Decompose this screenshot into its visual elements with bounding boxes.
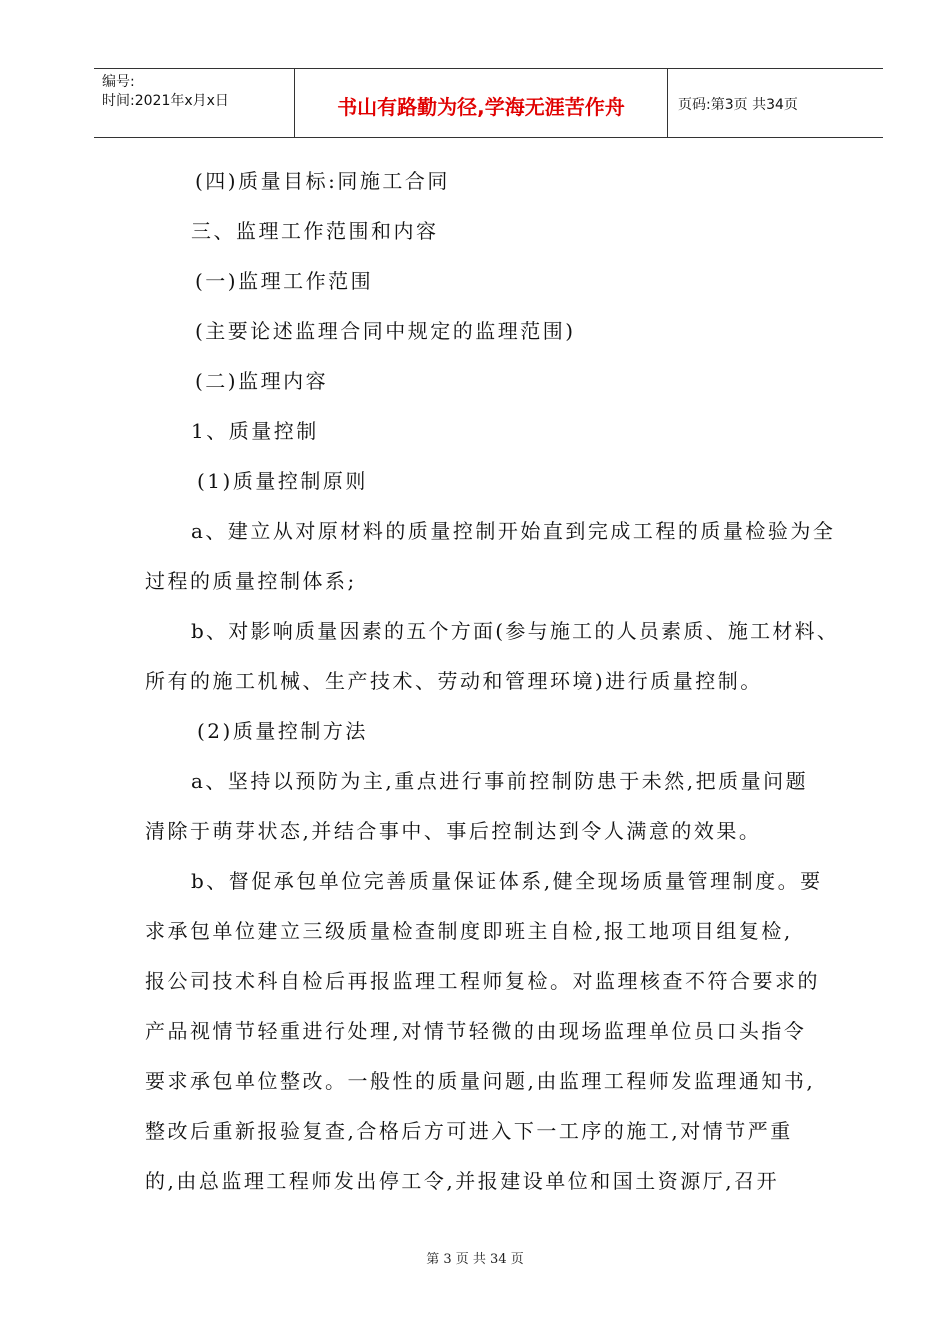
subsection-heading: (二)监理内容 bbox=[195, 369, 329, 393]
paragraph-line: 过程的质量控制体系; bbox=[145, 569, 357, 593]
paragraph-line: b、对影响质量因素的五个方面(参与施工的人员素质、施工材料、 bbox=[191, 619, 840, 643]
paragraph-line: 整改后重新报验复查,合格后方可进入下一工序的施工,对情节严重 bbox=[145, 1119, 793, 1143]
item-heading: (1)质量控制原则 bbox=[197, 469, 368, 493]
paragraph-line: 要求承包单位整改。一般性的质量问题,由监理工程师发监理通知书, bbox=[145, 1069, 816, 1093]
header-motto-cell bbox=[295, 69, 668, 137]
section-heading: (四)质量目标:同施工合同 bbox=[195, 169, 450, 193]
paragraph-line: 产品视情节轻重进行处理,对情节轻微的由现场监理单位员口头指令 bbox=[145, 1019, 807, 1043]
paragraph-line: 清除于萌芽状态,并结合事中、事后控制达到令人满意的效果。 bbox=[145, 819, 762, 843]
header-meta-cell bbox=[94, 69, 295, 137]
paragraph-line: 所有的施工机械、生产技术、劳动和管理环境)进行质量控制。 bbox=[145, 669, 763, 693]
item-heading: (2)质量控制方法 bbox=[197, 719, 368, 743]
section-heading: 三、监理工作范围和内容 bbox=[191, 219, 439, 243]
paragraph-line: a、坚持以预防为主,重点进行事前控制防患于未然,把质量问题 bbox=[191, 769, 809, 793]
header-page-label: 页码:第3页 共34页 bbox=[678, 97, 798, 113]
paragraph-line: (主要论述监理合同中规定的监理范围) bbox=[195, 319, 576, 343]
paragraph-line: 的,由总监理工程师发出停工令,并报建设单位和国土资源厅,召开 bbox=[145, 1169, 780, 1193]
document-number-label: 编号: bbox=[102, 74, 135, 90]
paragraph-line: b、督促承包单位完善质量保证体系,健全现场质量管理制度。要 bbox=[191, 869, 823, 893]
subsection-heading: (一)监理工作范围 bbox=[195, 269, 374, 293]
header-motto: 书山有路勤为径,学海无涯苦作舟 bbox=[337, 95, 625, 119]
paragraph-line: 报公司技术科自检后再报监理工程师复检。对监理核查不符合要求的 bbox=[145, 969, 820, 993]
header-page-cell bbox=[668, 69, 883, 137]
paragraph-line: a、建立从对原材料的质量控制开始直到完成工程的质量检验为全 bbox=[191, 519, 836, 543]
page-header bbox=[94, 68, 883, 138]
paragraph-line: 求承包单位建立三级质量检查制度即班主自检,报工地项目组复检, bbox=[145, 919, 793, 943]
page-footer: 第 3 页 共 34 页 bbox=[426, 1252, 524, 1267]
item-heading: 1、质量控制 bbox=[191, 419, 319, 443]
document-time-label: 时间:2021年x月x日 bbox=[102, 93, 229, 109]
